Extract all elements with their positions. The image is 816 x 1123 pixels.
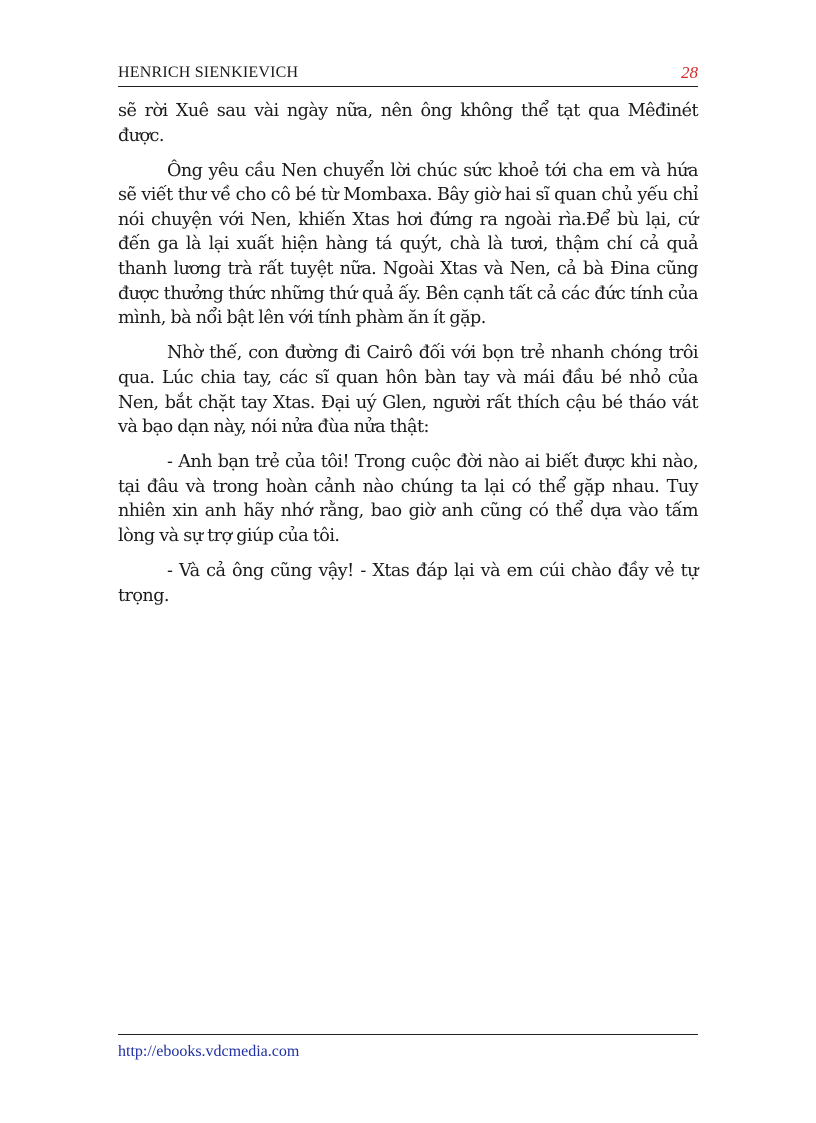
page-body — [118, 99, 698, 619]
paragraph-dialogue: - Và cả ông cũng vậy! - Xtas đáp lại và em cúi chào đầy vẻ tự trọng. — [118, 561, 698, 606]
paragraph: Ông yêu cầu Nen chuyển lời chúc sức khoẻ tới cha em và hứa sẽ viết thư về cho cô bé từ Mombaxa. Bây giờ hai sĩ quan chủ yếu chỉ nói chuyện với Nen, khiến Xtas hơi đứng ra ngoài rìa.Để bù lại, cứ đến ga là lại xuất hiện hàng tá quýt, chà là tươi, thậm chí cả quả thanh lương trà rất tuyệt nữa. Ngoài Xtas và Nen, cả bà Đina cũng được thưởng thức những thứ quả ấy. Bên cạnh tất cả các đức tính của mình, bà nổi bật lên với tính phàm ăn ít gặp. — [118, 160, 698, 329]
footer-website-link[interactable]: http://ebooks.vdcmedia.com — [118, 1043, 300, 1060]
page-number: 28 — [681, 63, 698, 82]
paragraph-dialogue: - Anh bạn trẻ của tôi! Trong cuộc đời nào ai biết được khi nào, tại đâu và trong hoàn cảnh nào chúng ta lại có thể gặp nhau. Tuy nhiên xin anh hãy nhớ rằng, bao giờ anh cũng có thể dựa vào tấm lòng và sự trợ giúp của tôi. — [118, 452, 698, 546]
footer-divider — [118, 1034, 698, 1035]
paragraph-continued: sẽ rời Xuê sau vài ngày nữa, nên ông không thể tạt qua Mêđinét được. — [118, 101, 698, 146]
page-header — [118, 62, 698, 87]
author-name: HENRICH SIENKIEVICH — [118, 64, 299, 81]
paragraph: Nhờ thế, con đường đi Cairô đối với bọn trẻ nhanh chóng trôi qua. Lúc chia tay, các sĩ quan hôn bàn tay và mái đầu bé nhỏ của Nen, bắt chặt tay Xtas. Đại uý Glen, người rất thích cậu bé tháo vát và bạo dạn này, nói nửa đùa nửa thật: — [118, 343, 698, 438]
